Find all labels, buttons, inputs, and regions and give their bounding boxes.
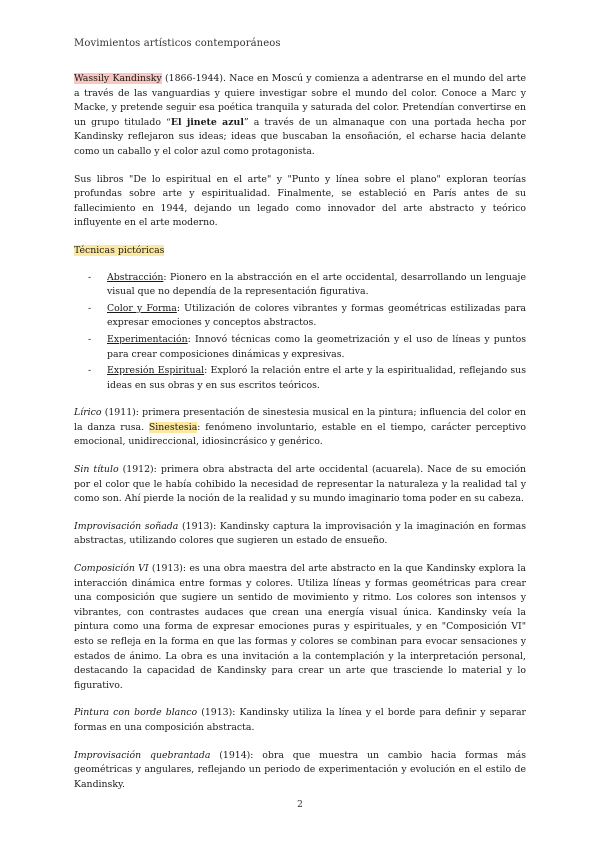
page-number: 2 — [297, 800, 303, 810]
work-lirico — [74, 406, 526, 450]
techniques-heading-text: Técnicas pictóricas — [74, 244, 165, 256]
list-item — [74, 302, 526, 331]
technique-term: Experimentación — [107, 333, 188, 345]
work-title: Sin título — [74, 464, 119, 476]
techniques-heading — [74, 244, 526, 259]
work-text: (1913): es una obra maestra del arte abstracto en la que Kandinsky explora la interacción dinámica entre formas y colores. Utiliza líneas y formas geométricas para crear una composición que sugiere un sentido de movimiento y ritmo. Los colores son intensos y vibrantes, con contrastes audaces que crean una energía visual única. Kandinsky veía la pintura como una forma de expresar emociones puras y espirituales, y en "Composición VI" esto se refleja en la forma en que las formas y colores se combinan para evocar sensaciones y estados de ánimo. La obra es una invitación a la contemplación y la interpretación personal, destacando la capacidad de Kandinsky para crear un arte que trasciende lo material y lo figurativo. — [74, 563, 526, 691]
intro-text-b: ” a través de un almanaque con una portada hecha por Kandinsky reflejaron sus ideas; ideas que buscaban la ensoñación, el echarse hacia delante como un caballo y el color azul como protagonista. — [74, 116, 526, 157]
work-title: Improvisación quebrantada — [74, 749, 211, 761]
work-text: (1913): Kandinsky captura la improvisación y la imaginación en formas abstractas, utilizando colores que sugieren un estado de ensueño. — [74, 520, 526, 547]
technique-term: Abstracción — [107, 271, 164, 283]
work-text: (1913): Kandinsky utiliza la línea y el borde para definir y separar formas en una composición abstracta. — [74, 707, 526, 733]
work-title: Lírico — [74, 407, 102, 419]
work-text-a: (1911): primera presentación de sinestesia musical en la pintura; influencia del color en la danza rusa. — [74, 407, 526, 433]
work-title: Composición VI — [74, 563, 149, 575]
technique-term: Expresión Espiritual — [107, 365, 205, 377]
work-sin-titulo — [74, 463, 526, 507]
list-item — [74, 364, 526, 393]
books-paragraph: Sus libros "De lo espiritual en el arte" y "Punto y línea sobre el plano" exploran teorías profundas sobre arte y espiritualidad. Finalmente, se estableció en París antes de su fallecimiento en 1944, dejando un legado como innovador del arte abstracto y teórico influyente en el arte moderno. — [74, 173, 526, 229]
technique-text: : Utilización de colores vibrantes y formas geométricas estilizadas para expresar emociones y conceptos abstractos. — [107, 302, 526, 329]
intro-text-a: (1866-1944). Nace en Moscú y comienza a adentrarse en el mundo del arte a través de las vanguardias y quiere investigar sobre el mundo del color. Conoce a Marc y Macke, y pretende seguir esa poética tranquila y saturada del color. Pretendían convertirse en un grupo titulado “ — [74, 73, 526, 128]
list-item — [74, 271, 526, 300]
work-pintura-borde-blanco — [74, 706, 526, 735]
intro-bold-title: El jinete azul — [170, 116, 244, 128]
technique-text: : Innovó técnicas como la geometrización y el uso de líneas y puntos para crear composiciones dinámicas y expresivas. — [107, 333, 526, 360]
sinestesia-highlight: Sinestesia — [148, 421, 198, 433]
technique-text: : Exploró la relación entre el arte y la espiritualidad, reflejando sus ideas en sus obras y en sus escritos teóricos. — [107, 365, 526, 391]
work-composicion-vi — [74, 562, 526, 693]
work-improvisacion-sonada — [74, 520, 526, 549]
work-title: Pintura con borde blanco — [74, 707, 198, 719]
technique-term: Color y Forma — [107, 302, 177, 314]
techniques-list — [74, 271, 526, 394]
work-text: (1914): obra que muestra un cambio hacia formas más geométricas y angulares, reflejando un periodo de experimentación y evolución en el estilo de Kandinsky. — [74, 749, 526, 790]
work-title: Improvisación soñada — [74, 520, 179, 532]
work-text-b: : fenómeno involuntario, estable en el tiempo, carácter perceptivo emocional, unidireccional, idiosincrásico y genérico. — [74, 421, 526, 448]
work-improvisacion-quebrantada — [74, 749, 526, 793]
intro-paragraph — [74, 72, 526, 160]
list-item — [74, 333, 526, 362]
running-header: Movimientos artísticos contemporáneos — [74, 38, 281, 49]
page-body — [74, 72, 526, 805]
technique-text: : Pionero en la abstracción en el arte occidental, desarrollando un lenguaje visual que no dependía de la representación figurativa. — [107, 271, 526, 298]
work-text: (1912): primera obra abstracta del arte occidental (acuarela). Nace de su emoción por el color que le había cohibido la necesidad de representar la naturaleza y la realidad tal y como son. Ahí pierde la noción de la realidad y su mundo imaginario toma poder en su cabeza. — [74, 464, 526, 505]
artist-name-highlight: Wassily Kandinsky — [74, 73, 162, 84]
